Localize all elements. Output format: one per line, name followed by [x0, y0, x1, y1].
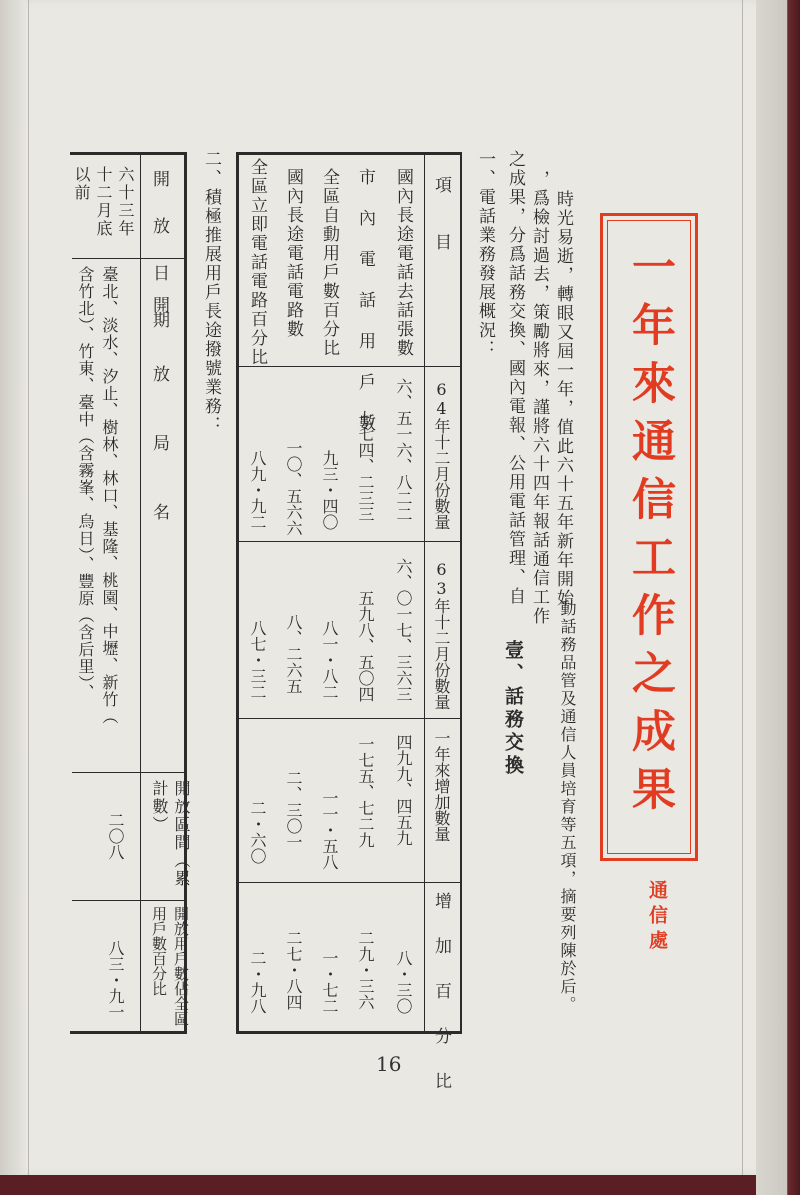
table2-header-count: 開放區間（累計數） — [150, 780, 191, 888]
table2-names-line-2: 含竹北）、竹東、臺中（含霧峯、烏日）、豐原（含后里）、 — [76, 266, 95, 701]
table1-right-border — [460, 152, 462, 1034]
table2-right-border — [184, 152, 187, 1034]
table1-row-2-label: 市 內 電 話 用 戶 數 — [355, 168, 375, 433]
table1-header-increase: 一年來增加數量 — [432, 730, 451, 842]
table2-date: 六十三年十二月底以前 — [72, 166, 135, 238]
table1-r2-c63: 五九八、五〇四 — [356, 590, 375, 702]
table2-count: 二〇八 — [106, 812, 125, 860]
table2-header-names: 開 放 局 名 — [149, 296, 169, 526]
table2-top-border — [70, 152, 186, 155]
table1-r5-c63: 八七・三二 — [248, 620, 267, 700]
table2-bottom-border — [70, 1031, 186, 1034]
table1-row-divider-1 — [238, 366, 460, 367]
table1-top-border — [236, 152, 462, 155]
subsection-2: 二、積極推展用戶長途撥號業務： — [201, 150, 221, 435]
table1-r3-c63: 八一・八二 — [320, 620, 339, 700]
table1-left-border — [236, 152, 239, 1034]
page-gutter — [0, 0, 26, 1175]
table2-percent: 八三・九一 — [106, 940, 125, 1020]
table1-row-1-label: 國內長途電話去話張數 — [393, 168, 413, 358]
table2-col-divider-2 — [72, 772, 184, 773]
table1-r4-c63: 八、二六五 — [284, 614, 303, 694]
table1-r3-pct: 一・七二 — [320, 950, 339, 1014]
table1-r2-c64: 七七四、二三三 — [356, 410, 375, 522]
article-author: 通信處 — [646, 880, 668, 955]
table1-row-5-label: 全區立即電話電路百分比 — [247, 158, 267, 367]
intro-line-2: ，爲檢討過去，策勵將來，謹將六十四年報話通信工作 — [529, 170, 549, 626]
table1-r4-inc: 二、三〇一 — [284, 770, 303, 850]
table1-header-divider — [424, 152, 425, 1034]
table1-header-64: 64年十二月份數量 — [432, 380, 451, 530]
table1-row-divider-2 — [238, 541, 460, 542]
table1-row-divider-3 — [238, 718, 460, 719]
table1-r2-pct: 二九・三六 — [356, 930, 375, 1010]
table1-r1-c64: 六、五一六、八二二 — [394, 378, 413, 522]
section-heading: 壹、話務交換 — [502, 640, 524, 778]
table2-header-divider — [140, 152, 141, 1034]
table1-row-divider-4 — [238, 882, 460, 883]
table1-row-4-label: 國內長途電話電路數 — [283, 168, 303, 339]
table1-r3-inc: 一一・五八 — [320, 790, 339, 870]
table1-r5-inc: 二・六〇 — [248, 800, 267, 864]
table1-r1-c63: 六、〇一七、三六三 — [394, 558, 413, 702]
table1-r3-c64: 九三・四〇 — [320, 450, 339, 530]
table1-r1-inc: 四九九、四五九 — [394, 734, 413, 846]
table1-r4-c64: 一〇、五六六 — [284, 440, 303, 536]
binding-line-left — [28, 0, 29, 1175]
table2-names-line-1: 臺北、淡水、汐止、樹林、林口、基隆、桃園、中壢、新竹（ — [100, 266, 119, 725]
table1-header-percent: 增 加 百 分 比 — [431, 892, 451, 1093]
table1-header-63: 63年十二月份數量 — [432, 560, 451, 710]
intro-line-3: 之成果，分爲話務交換、國內電報、公用電話管理、自 — [505, 150, 525, 606]
table1-row-3-label: 全區自動用戶數百分比 — [319, 168, 339, 358]
intro-line-1: 時光易逝，轉眼又屆一年，值此六十五年新年開始 — [553, 190, 573, 608]
binding-line-right — [742, 0, 743, 1175]
table1-r2-inc: 一七五、七二九 — [356, 736, 375, 848]
table1-r5-pct: 二・九八 — [248, 950, 267, 1014]
table2-header-date: 開 放 日 期 — [149, 170, 169, 333]
intro-line-4: 動話務品管及通信人員培育等五項，摘要列陳於后。 — [558, 600, 577, 1014]
subsection-1: 一、電話業務發展概況： — [475, 150, 495, 359]
book-cover-edge — [756, 0, 800, 1195]
article-title: 一年來通信工作之成果 — [624, 244, 675, 824]
table1-r5-c64: 八九・九二 — [248, 450, 267, 530]
table1-r4-pct: 二七・八四 — [284, 930, 303, 1010]
page-number: 16 — [376, 1052, 402, 1076]
table2-col-divider-3 — [72, 900, 184, 901]
table1-header-item: 項 目 — [431, 176, 451, 252]
title-frame — [600, 213, 698, 861]
table1-r1-pct: 八・三〇 — [394, 950, 413, 1014]
table1-bottom-border — [236, 1031, 462, 1034]
table2-header-percent: 開放用戶數佔全區用戶數百分比 — [150, 906, 190, 1026]
